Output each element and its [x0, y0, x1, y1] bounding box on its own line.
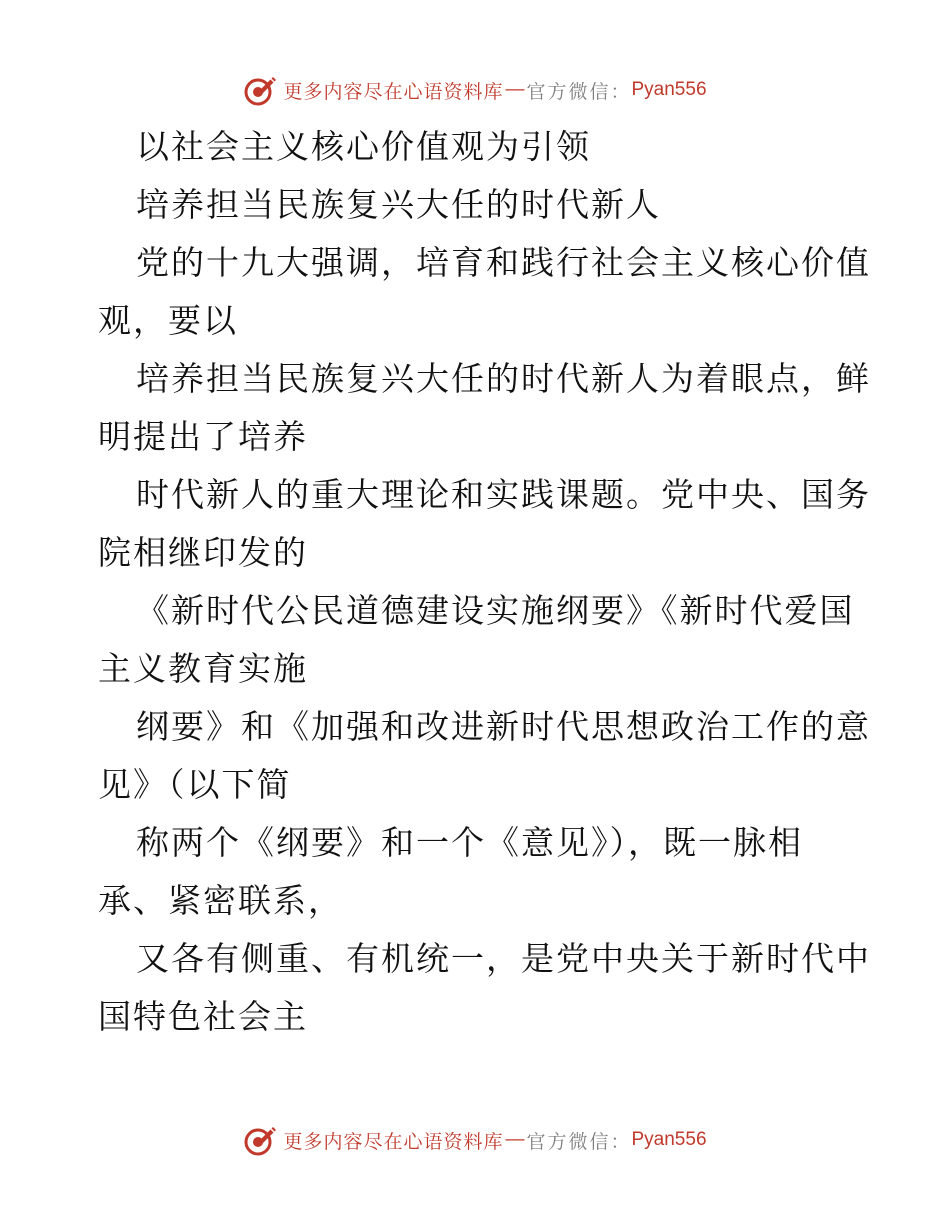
watermark-wechat-id: Pyan556	[631, 79, 707, 100]
pen-seal-icon	[243, 1123, 277, 1157]
paragraph-line: 见》（以下简	[98, 765, 292, 804]
paragraph-line: 明提出了培养	[98, 417, 308, 456]
watermark-dash: —	[505, 79, 525, 100]
paragraph-line: 党的十九大强调，培育和践行社会主义核心价值	[136, 243, 871, 282]
document-subtitle: 培养担当民族复兴大任的时代新人	[136, 185, 661, 224]
header-watermark	[0, 70, 950, 110]
watermark-label: 官方微信：	[526, 1130, 632, 1153]
paragraph-line: 又各有侧重、有机统一，是党中央关于新时代中	[136, 939, 871, 978]
paragraph-line: 培养担当民族复兴大任的时代新人为着眼点，鲜	[136, 359, 871, 398]
watermark-dash: —	[505, 1129, 525, 1150]
paragraph-line: 称两个《纲要》和一个《意见》），既一脉相	[136, 823, 803, 862]
document-title: 以社会主义核心价值观为引领	[136, 127, 591, 166]
paragraph-line: 《新时代公民道德建设实施纲要》《新时代爱国	[136, 591, 855, 630]
document-body	[98, 118, 871, 1046]
pen-seal-icon	[243, 73, 277, 107]
watermark-label: 官方微信：	[526, 80, 632, 103]
paragraph-line: 承、紧密联系，	[98, 881, 343, 920]
watermark-wechat-id: Pyan556	[631, 1129, 707, 1150]
footer-watermark	[0, 1120, 950, 1160]
watermark-brand: 更多内容尽在心语资料库	[283, 1130, 504, 1153]
paragraph-line: 纲要》和《加强和改进新时代思想政治工作的意	[136, 707, 871, 746]
paragraph-line: 院相继印发的	[98, 533, 308, 572]
paragraph-line: 观，要以	[98, 301, 238, 340]
watermark-brand: 更多内容尽在心语资料库	[283, 80, 504, 103]
paragraph-line: 主义教育实施	[98, 649, 308, 688]
paragraph-line: 时代新人的重大理论和实践课题。党中央、国务	[136, 475, 871, 514]
paragraph-line: 国特色社会主	[98, 997, 308, 1036]
